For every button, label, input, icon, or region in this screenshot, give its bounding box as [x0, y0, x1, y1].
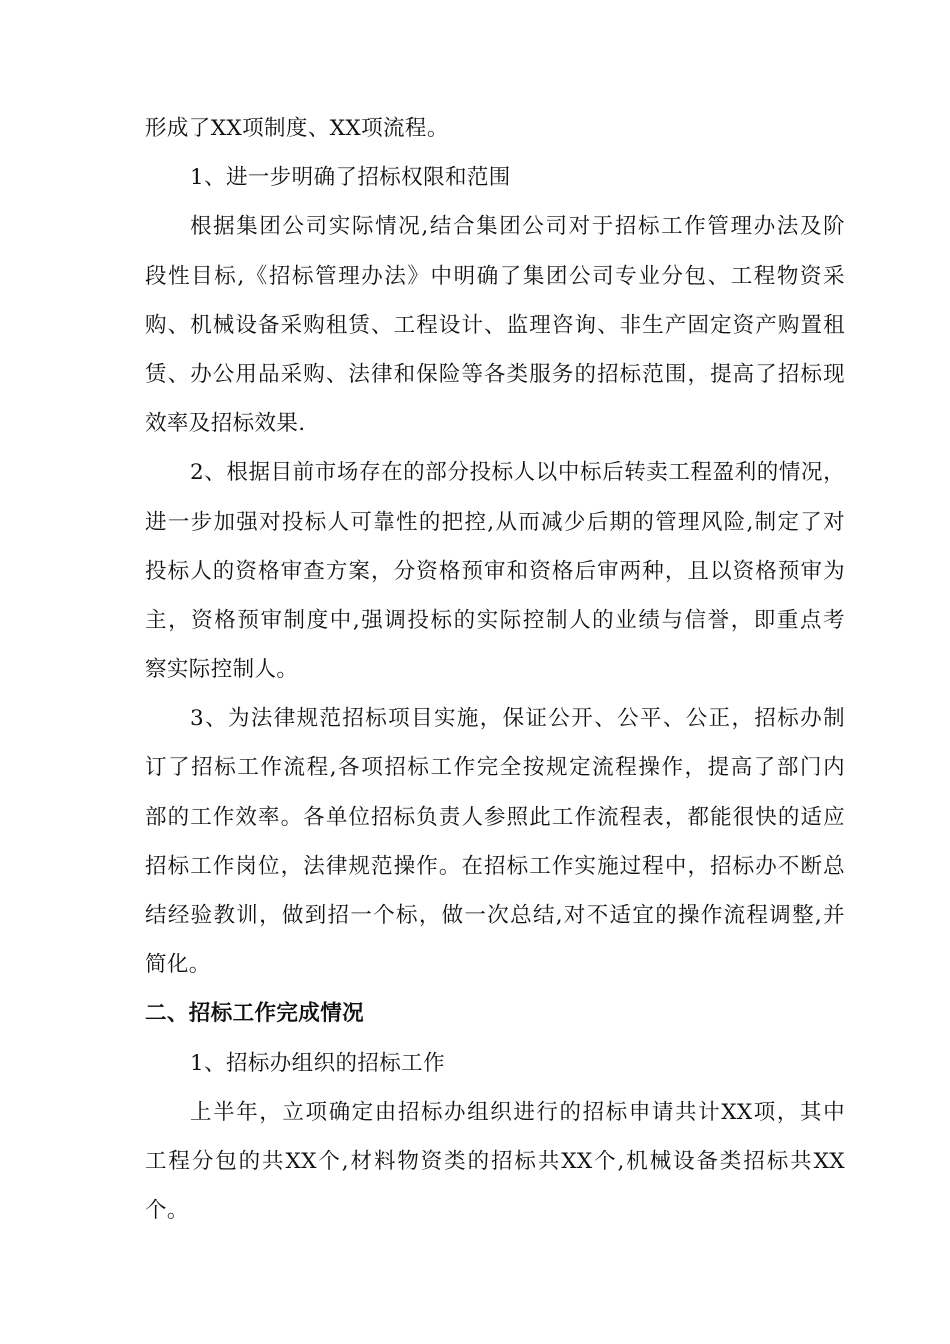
paragraph-line: 购、机械设备采购租赁、工程设计、监理咨询、非生产固定资产购置租: [145, 312, 845, 338]
paragraph-line: 部的工作效率。各单位招标负责人参照此工作流程表，都能很快的适应: [145, 804, 845, 830]
paragraph-line: 简化。: [145, 952, 211, 978]
document-page: [145, 104, 845, 1235]
paragraph-line: 3、为法律规范招标项目实施，保证公开、公平、公正，招标办制: [190, 706, 845, 732]
paragraph-line: 招标工作岗位，法律规范操作。在招标工作实施过程中，招标办不断总: [145, 853, 845, 879]
paragraph-line: 投标人的资格审查方案，分资格预审和资格后审两种，且以资格预审为: [145, 558, 845, 584]
paragraph-line: 形成了XX项制度、XX项流程。: [145, 116, 449, 141]
paragraph-line: 段性目标,《招标管理办法》中明确了集团公司专业分包、工程物资采: [145, 263, 845, 289]
paragraph-line: 2、根据目前市场存在的部分投标人以中标后转卖工程盈利的情况，: [190, 460, 845, 486]
paragraph-line: 察实际控制人。: [145, 657, 299, 683]
paragraph-line: 根据集团公司实际情况,结合集团公司对于招标工作管理办法及阶: [190, 214, 845, 240]
paragraph-line: 赁、办公用品采购、法律和保险等各类服务的招标范围，提高了招标现: [145, 361, 845, 387]
section-heading: 二、招标工作完成情况: [145, 1001, 365, 1027]
paragraph-line: 进一步加强对投标人可靠性的把控,从而减少后期的管理风险,制定了对: [145, 509, 845, 535]
subsection-title: 1、进一步明确了招标权限和范围: [190, 165, 511, 191]
subsection-title: 1、招标办组织的招标工作: [190, 1050, 445, 1076]
paragraph-line: 效率及招标效果.: [145, 411, 306, 437]
paragraph-line: 工程分包的共XX个,材料物资类的招标共XX个,机械设备类招标共XX: [145, 1148, 845, 1174]
paragraph-line: 个。: [145, 1198, 189, 1224]
paragraph-line: 结经验教训，做到招一个标，做一次总结,对不适宜的操作流程调整,并: [145, 903, 845, 928]
paragraph-line: 主，资格预审制度中,强调投标的实际控制人的业绩与信誉，即重点考: [145, 607, 845, 633]
paragraph-line: 上半年，立项确定由招标办组织进行的招标申请共计XX项，其中: [190, 1099, 845, 1125]
paragraph-line: 订了招标工作流程,各项招标工作完全按规定流程操作，提高了部门内: [145, 755, 845, 781]
